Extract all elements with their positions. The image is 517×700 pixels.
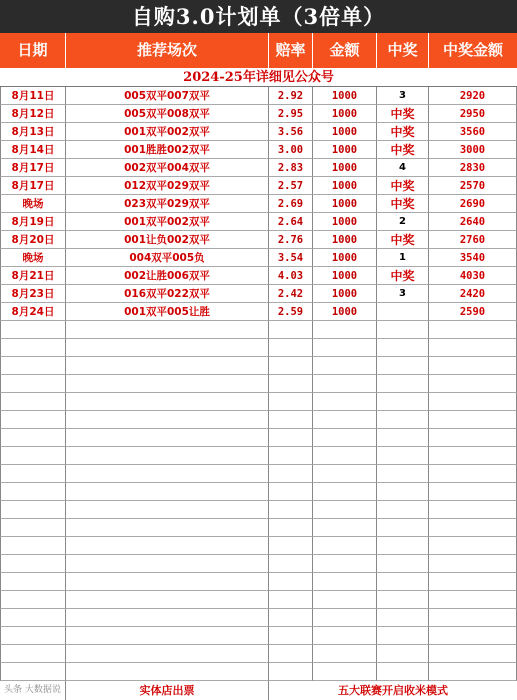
cell-win bbox=[377, 627, 429, 645]
footer-left-note: 实体店出票 bbox=[66, 681, 269, 700]
cell-odds bbox=[269, 411, 313, 429]
table-row bbox=[0, 447, 517, 465]
cell-win: 1 bbox=[377, 249, 429, 267]
cell-date bbox=[0, 573, 66, 591]
cell-date: 8月13日 bbox=[0, 123, 66, 141]
cell-match: 001双平002双平 bbox=[66, 123, 269, 141]
cell-date bbox=[0, 321, 66, 339]
table-row bbox=[0, 483, 517, 501]
cell-amount: 1000 bbox=[313, 195, 377, 213]
cell-amount bbox=[313, 411, 377, 429]
cell-odds bbox=[269, 465, 313, 483]
watermark: 头条 大数据说 bbox=[4, 685, 61, 695]
cell-match bbox=[66, 591, 269, 609]
cell-win bbox=[377, 393, 429, 411]
table-row bbox=[0, 411, 517, 429]
table-row bbox=[0, 123, 517, 141]
cell-date: 8月21日 bbox=[0, 267, 66, 285]
cell-odds bbox=[269, 609, 313, 627]
cell-prize bbox=[429, 501, 517, 519]
cell-match bbox=[66, 483, 269, 501]
table-row bbox=[0, 645, 517, 663]
cell-odds: 3.56 bbox=[269, 123, 313, 141]
cell-win: 3 bbox=[377, 285, 429, 303]
cell-prize bbox=[429, 411, 517, 429]
cell-amount: 1000 bbox=[313, 123, 377, 141]
cell-amount: 1000 bbox=[313, 105, 377, 123]
cell-prize: 2830 bbox=[429, 159, 517, 177]
cell-prize bbox=[429, 321, 517, 339]
cell-amount bbox=[313, 555, 377, 573]
cell-date bbox=[0, 357, 66, 375]
cell-win: 中奖 bbox=[377, 195, 429, 213]
subtitle: 2024-25年详细见公众号 bbox=[0, 68, 517, 87]
table-row bbox=[0, 393, 517, 411]
table-row bbox=[0, 573, 517, 591]
cell-odds: 2.83 bbox=[269, 159, 313, 177]
header-date: 日期 bbox=[0, 33, 66, 68]
cell-match bbox=[66, 573, 269, 591]
cell-date bbox=[0, 483, 66, 501]
table-row bbox=[0, 213, 517, 231]
cell-amount bbox=[313, 573, 377, 591]
cell-prize bbox=[429, 519, 517, 537]
cell-match bbox=[66, 447, 269, 465]
cell-match bbox=[66, 393, 269, 411]
table-row bbox=[0, 87, 517, 105]
cell-amount bbox=[313, 627, 377, 645]
cell-match bbox=[66, 537, 269, 555]
cell-date bbox=[0, 393, 66, 411]
cell-match bbox=[66, 429, 269, 447]
cell-win: 中奖 bbox=[377, 105, 429, 123]
cell-win: 中奖 bbox=[377, 177, 429, 195]
table-row bbox=[0, 285, 517, 303]
table-row bbox=[0, 663, 517, 681]
cell-date: 8月12日 bbox=[0, 105, 66, 123]
cell-match bbox=[66, 501, 269, 519]
cell-win bbox=[377, 357, 429, 375]
cell-amount: 1000 bbox=[313, 285, 377, 303]
cell-prize bbox=[429, 375, 517, 393]
table-row bbox=[0, 465, 517, 483]
cell-win: 中奖 bbox=[377, 231, 429, 249]
header-amount: 金额 bbox=[313, 33, 377, 68]
cell-prize bbox=[429, 465, 517, 483]
header-prize: 中奖金额 bbox=[442, 41, 503, 59]
table-row bbox=[0, 339, 517, 357]
cell-prize: 2420 bbox=[429, 285, 517, 303]
cell-amount bbox=[313, 519, 377, 537]
cell-odds bbox=[269, 393, 313, 411]
cell-odds bbox=[269, 501, 313, 519]
cell-amount: 1000 bbox=[313, 177, 377, 195]
cell-odds bbox=[269, 555, 313, 573]
cell-odds: 3.00 bbox=[269, 141, 313, 159]
cell-prize bbox=[429, 483, 517, 501]
cell-amount: 1000 bbox=[313, 87, 377, 105]
cell-prize: 2640 bbox=[429, 213, 517, 231]
cell-match bbox=[66, 375, 269, 393]
cell-win bbox=[377, 447, 429, 465]
cell-prize bbox=[429, 627, 517, 645]
cell-win bbox=[377, 429, 429, 447]
cell-amount bbox=[313, 537, 377, 555]
cell-odds bbox=[269, 627, 313, 645]
cell-odds bbox=[269, 519, 313, 537]
footer bbox=[0, 681, 517, 700]
table-row bbox=[0, 627, 517, 645]
cell-amount bbox=[313, 393, 377, 411]
cell-match bbox=[66, 321, 269, 339]
cell-prize: 2570 bbox=[429, 177, 517, 195]
cell-prize bbox=[429, 573, 517, 591]
cell-match: 016双平022双平 bbox=[66, 285, 269, 303]
cell-date bbox=[0, 447, 66, 465]
footer-right-note: 五大联赛开启收米模式 bbox=[338, 684, 448, 697]
cell-odds bbox=[269, 339, 313, 357]
cell-amount bbox=[313, 447, 377, 465]
cell-win bbox=[377, 321, 429, 339]
cell-date: 8月23日 bbox=[0, 285, 66, 303]
cell-date bbox=[0, 465, 66, 483]
cell-date bbox=[0, 591, 66, 609]
cell-match bbox=[66, 645, 269, 663]
cell-amount bbox=[313, 663, 377, 681]
cell-amount bbox=[313, 321, 377, 339]
cell-prize: 3000 bbox=[429, 141, 517, 159]
cell-win bbox=[377, 339, 429, 357]
cell-match: 002让胜006双平 bbox=[66, 267, 269, 285]
cell-odds: 3.54 bbox=[269, 249, 313, 267]
cell-date bbox=[0, 555, 66, 573]
cell-win bbox=[377, 573, 429, 591]
cell-match: 001双平005让胜 bbox=[66, 303, 269, 321]
cell-win: 3 bbox=[377, 87, 429, 105]
table-row bbox=[0, 321, 517, 339]
cell-odds: 2.95 bbox=[269, 105, 313, 123]
cell-prize bbox=[429, 663, 517, 681]
cell-amount: 1000 bbox=[313, 159, 377, 177]
cell-win bbox=[377, 591, 429, 609]
cell-odds bbox=[269, 663, 313, 681]
cell-date: 8月17日 bbox=[0, 159, 66, 177]
table-header bbox=[0, 33, 517, 68]
table-row bbox=[0, 519, 517, 537]
cell-match bbox=[66, 627, 269, 645]
cell-date bbox=[0, 339, 66, 357]
cell-odds: 2.42 bbox=[269, 285, 313, 303]
table-row bbox=[0, 159, 517, 177]
cell-prize: 3560 bbox=[429, 123, 517, 141]
table-row bbox=[0, 249, 517, 267]
cell-date bbox=[0, 501, 66, 519]
cell-match bbox=[66, 555, 269, 573]
cell-match bbox=[66, 357, 269, 375]
header-match: 推荐场次 bbox=[66, 33, 269, 68]
cell-amount: 1000 bbox=[313, 249, 377, 267]
table-row bbox=[0, 357, 517, 375]
cell-date bbox=[0, 627, 66, 645]
table-row bbox=[0, 555, 517, 573]
cell-prize bbox=[429, 537, 517, 555]
cell-odds: 2.92 bbox=[269, 87, 313, 105]
cell-prize bbox=[429, 555, 517, 573]
cell-win: 中奖 bbox=[377, 141, 429, 159]
cell-prize: 2760 bbox=[429, 231, 517, 249]
cell-odds bbox=[269, 429, 313, 447]
cell-match bbox=[66, 609, 269, 627]
table-row bbox=[0, 303, 517, 321]
cell-win: 4 bbox=[377, 159, 429, 177]
cell-win: 中奖 bbox=[377, 123, 429, 141]
cell-match: 004双平005负 bbox=[66, 249, 269, 267]
cell-odds bbox=[269, 483, 313, 501]
table-row bbox=[0, 141, 517, 159]
cell-prize: 4030 bbox=[429, 267, 517, 285]
cell-prize: 2950 bbox=[429, 105, 517, 123]
cell-match: 023双平029双平 bbox=[66, 195, 269, 213]
cell-prize bbox=[429, 609, 517, 627]
cell-prize: 2690 bbox=[429, 195, 517, 213]
cell-amount: 1000 bbox=[313, 267, 377, 285]
cell-amount bbox=[313, 501, 377, 519]
cell-date bbox=[0, 609, 66, 627]
cell-date bbox=[0, 519, 66, 537]
cell-win bbox=[377, 663, 429, 681]
cell-odds: 2.64 bbox=[269, 213, 313, 231]
cell-prize: 3540 bbox=[429, 249, 517, 267]
cell-win bbox=[377, 537, 429, 555]
cell-amount bbox=[313, 591, 377, 609]
cell-win bbox=[377, 483, 429, 501]
cell-date: 晚场 bbox=[0, 195, 66, 213]
cell-prize bbox=[429, 645, 517, 663]
cell-odds bbox=[269, 375, 313, 393]
cell-match bbox=[66, 663, 269, 681]
cell-amount bbox=[313, 483, 377, 501]
cell-match bbox=[66, 411, 269, 429]
cell-odds bbox=[269, 573, 313, 591]
cell-win bbox=[377, 411, 429, 429]
cell-win bbox=[377, 303, 429, 321]
cell-date: 晚场 bbox=[0, 249, 66, 267]
page-title: 自购3.0计划单（3倍单） bbox=[0, 0, 517, 33]
cell-odds bbox=[269, 591, 313, 609]
cell-win bbox=[377, 501, 429, 519]
cell-date: 8月24日 bbox=[0, 303, 66, 321]
cell-odds: 2.57 bbox=[269, 177, 313, 195]
header-win: 中奖 bbox=[377, 33, 429, 68]
table-row bbox=[0, 501, 517, 519]
cell-match bbox=[66, 519, 269, 537]
table-row bbox=[0, 429, 517, 447]
cell-win: 中奖 bbox=[377, 267, 429, 285]
cell-amount bbox=[313, 339, 377, 357]
cell-date: 8月20日 bbox=[0, 231, 66, 249]
table-row bbox=[0, 537, 517, 555]
table-row bbox=[0, 105, 517, 123]
cell-amount bbox=[313, 645, 377, 663]
table-row bbox=[0, 375, 517, 393]
cell-date bbox=[0, 375, 66, 393]
cell-date bbox=[0, 537, 66, 555]
cell-prize bbox=[429, 357, 517, 375]
cell-win: 2 bbox=[377, 213, 429, 231]
cell-date bbox=[0, 645, 66, 663]
cell-prize bbox=[429, 339, 517, 357]
cell-amount bbox=[313, 429, 377, 447]
cell-date bbox=[0, 429, 66, 447]
cell-match: 001胜胜002双平 bbox=[66, 141, 269, 159]
cell-match bbox=[66, 339, 269, 357]
cell-prize bbox=[429, 393, 517, 411]
cell-prize: 2590 bbox=[429, 303, 517, 321]
cell-match: 001双平002双平 bbox=[66, 213, 269, 231]
table-row bbox=[0, 609, 517, 627]
table-row bbox=[0, 231, 517, 249]
cell-date: 8月11日 bbox=[0, 87, 66, 105]
header-odds: 赔率 bbox=[269, 33, 313, 68]
cell-date: 8月14日 bbox=[0, 141, 66, 159]
cell-win bbox=[377, 645, 429, 663]
cell-date: 8月19日 bbox=[0, 213, 66, 231]
cell-odds bbox=[269, 645, 313, 663]
cell-win bbox=[377, 519, 429, 537]
cell-amount bbox=[313, 465, 377, 483]
cell-amount: 1000 bbox=[313, 213, 377, 231]
cell-win bbox=[377, 375, 429, 393]
cell-match bbox=[66, 465, 269, 483]
cell-odds: 2.76 bbox=[269, 231, 313, 249]
cell-prize: 2920 bbox=[429, 87, 517, 105]
cell-amount: 1000 bbox=[313, 303, 377, 321]
table-row bbox=[0, 591, 517, 609]
cell-match: 001让负002双平 bbox=[66, 231, 269, 249]
table-row bbox=[0, 177, 517, 195]
cell-amount bbox=[313, 357, 377, 375]
cell-odds bbox=[269, 357, 313, 375]
cell-amount: 1000 bbox=[313, 141, 377, 159]
cell-amount: 1000 bbox=[313, 231, 377, 249]
table-row bbox=[0, 267, 517, 285]
cell-date bbox=[0, 663, 66, 681]
cell-prize bbox=[429, 447, 517, 465]
cell-date bbox=[0, 411, 66, 429]
cell-amount bbox=[313, 375, 377, 393]
cell-match: 002双平004双平 bbox=[66, 159, 269, 177]
cell-odds: 4.03 bbox=[269, 267, 313, 285]
cell-date: 8月17日 bbox=[0, 177, 66, 195]
cell-win bbox=[377, 555, 429, 573]
cell-win bbox=[377, 465, 429, 483]
cell-match: 005双平008双平 bbox=[66, 105, 269, 123]
cell-odds bbox=[269, 447, 313, 465]
cell-amount bbox=[313, 609, 377, 627]
cell-win bbox=[377, 609, 429, 627]
cell-prize bbox=[429, 591, 517, 609]
cell-match: 012双平029双平 bbox=[66, 177, 269, 195]
cell-odds bbox=[269, 321, 313, 339]
table-row bbox=[0, 195, 517, 213]
cell-odds: 2.69 bbox=[269, 195, 313, 213]
cell-match: 005双平007双平 bbox=[66, 87, 269, 105]
cell-odds bbox=[269, 537, 313, 555]
cell-prize bbox=[429, 429, 517, 447]
cell-odds: 2.59 bbox=[269, 303, 313, 321]
